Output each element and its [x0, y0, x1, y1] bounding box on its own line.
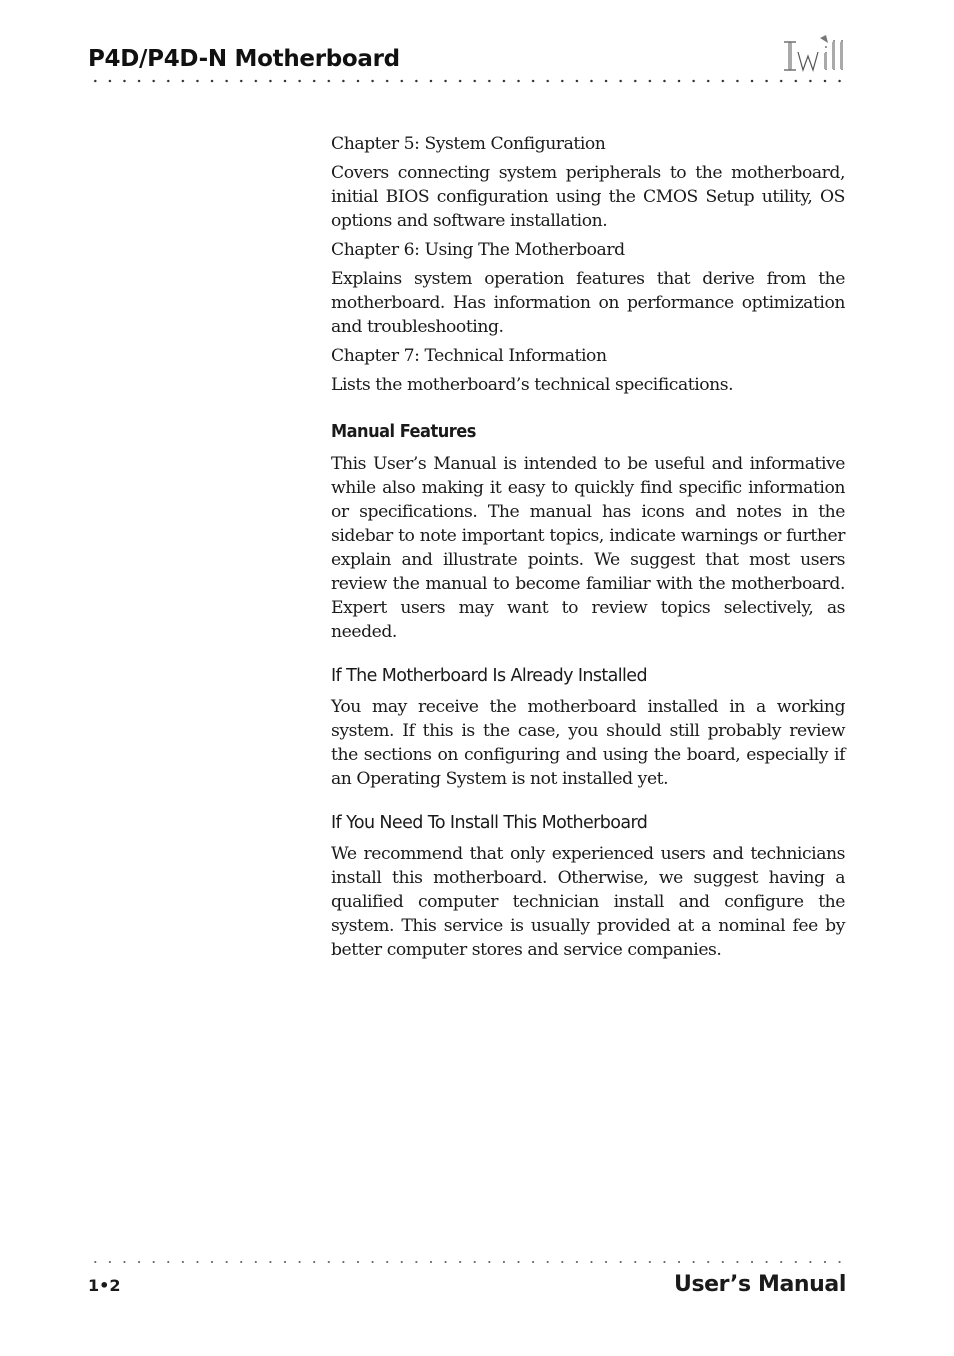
chapter-5-description: Covers connecting system peripherals to the motherboard, initial BIOS configuration using the CMOS Setup utility, OS options and software installation.: [331, 163, 845, 231]
header-title: P4D/P4D-N Motherboard: [88, 46, 400, 72]
main-content: [331, 132, 845, 962]
chapter-6-description: Explains system operation features that derive from the motherboard. Has information on performance optimization and troubleshooting.: [331, 269, 845, 337]
manual-features-body: This User’s Manual is intended to be useful and informative while also making it easy to quickly find specific information or specifications. The manual has icons and notes in the sidebar to note important topics, indicate warnings or further explain and illustrate points. We suggest that most users review the manual to become familiar with the motherboard. Expert users may want to review topics selectively, as needed.: [331, 454, 845, 642]
manual-features-heading: Manual Features: [331, 421, 476, 442]
iwill-logo: [780, 34, 848, 76]
header-dotted-rule: [88, 79, 848, 83]
page-number: 1•2: [88, 1276, 121, 1295]
footer-dotted-rule: [88, 1260, 848, 1264]
chapter-7-title: Chapter 7: Technical Information: [331, 346, 607, 366]
already-installed-heading: If The Motherboard Is Already Installed: [331, 666, 647, 686]
need-to-install-heading: If You Need To Install This Motherboard: [331, 813, 648, 833]
chapter-7-description: Lists the motherboard’s technical specifications.: [331, 375, 734, 395]
chapter-6-title: Chapter 6: Using The Motherboard: [331, 240, 625, 260]
chapter-5-title: Chapter 5: System Configuration: [331, 134, 606, 154]
already-installed-body: You may receive the motherboard installed in a working system. If this is the case, you should still probably review the sections on configuring and using the board, especially if an Operating System is not installed yet.: [331, 697, 845, 789]
need-to-install-body: We recommend that only experienced users and technicians install this motherboard. Otherwise, we suggest having a qualified computer technician install and configure the system. This service is usually provided at a nominal fee by better computer stores and service companies.: [331, 844, 845, 960]
footer-title: User’s Manual: [673, 1272, 846, 1297]
